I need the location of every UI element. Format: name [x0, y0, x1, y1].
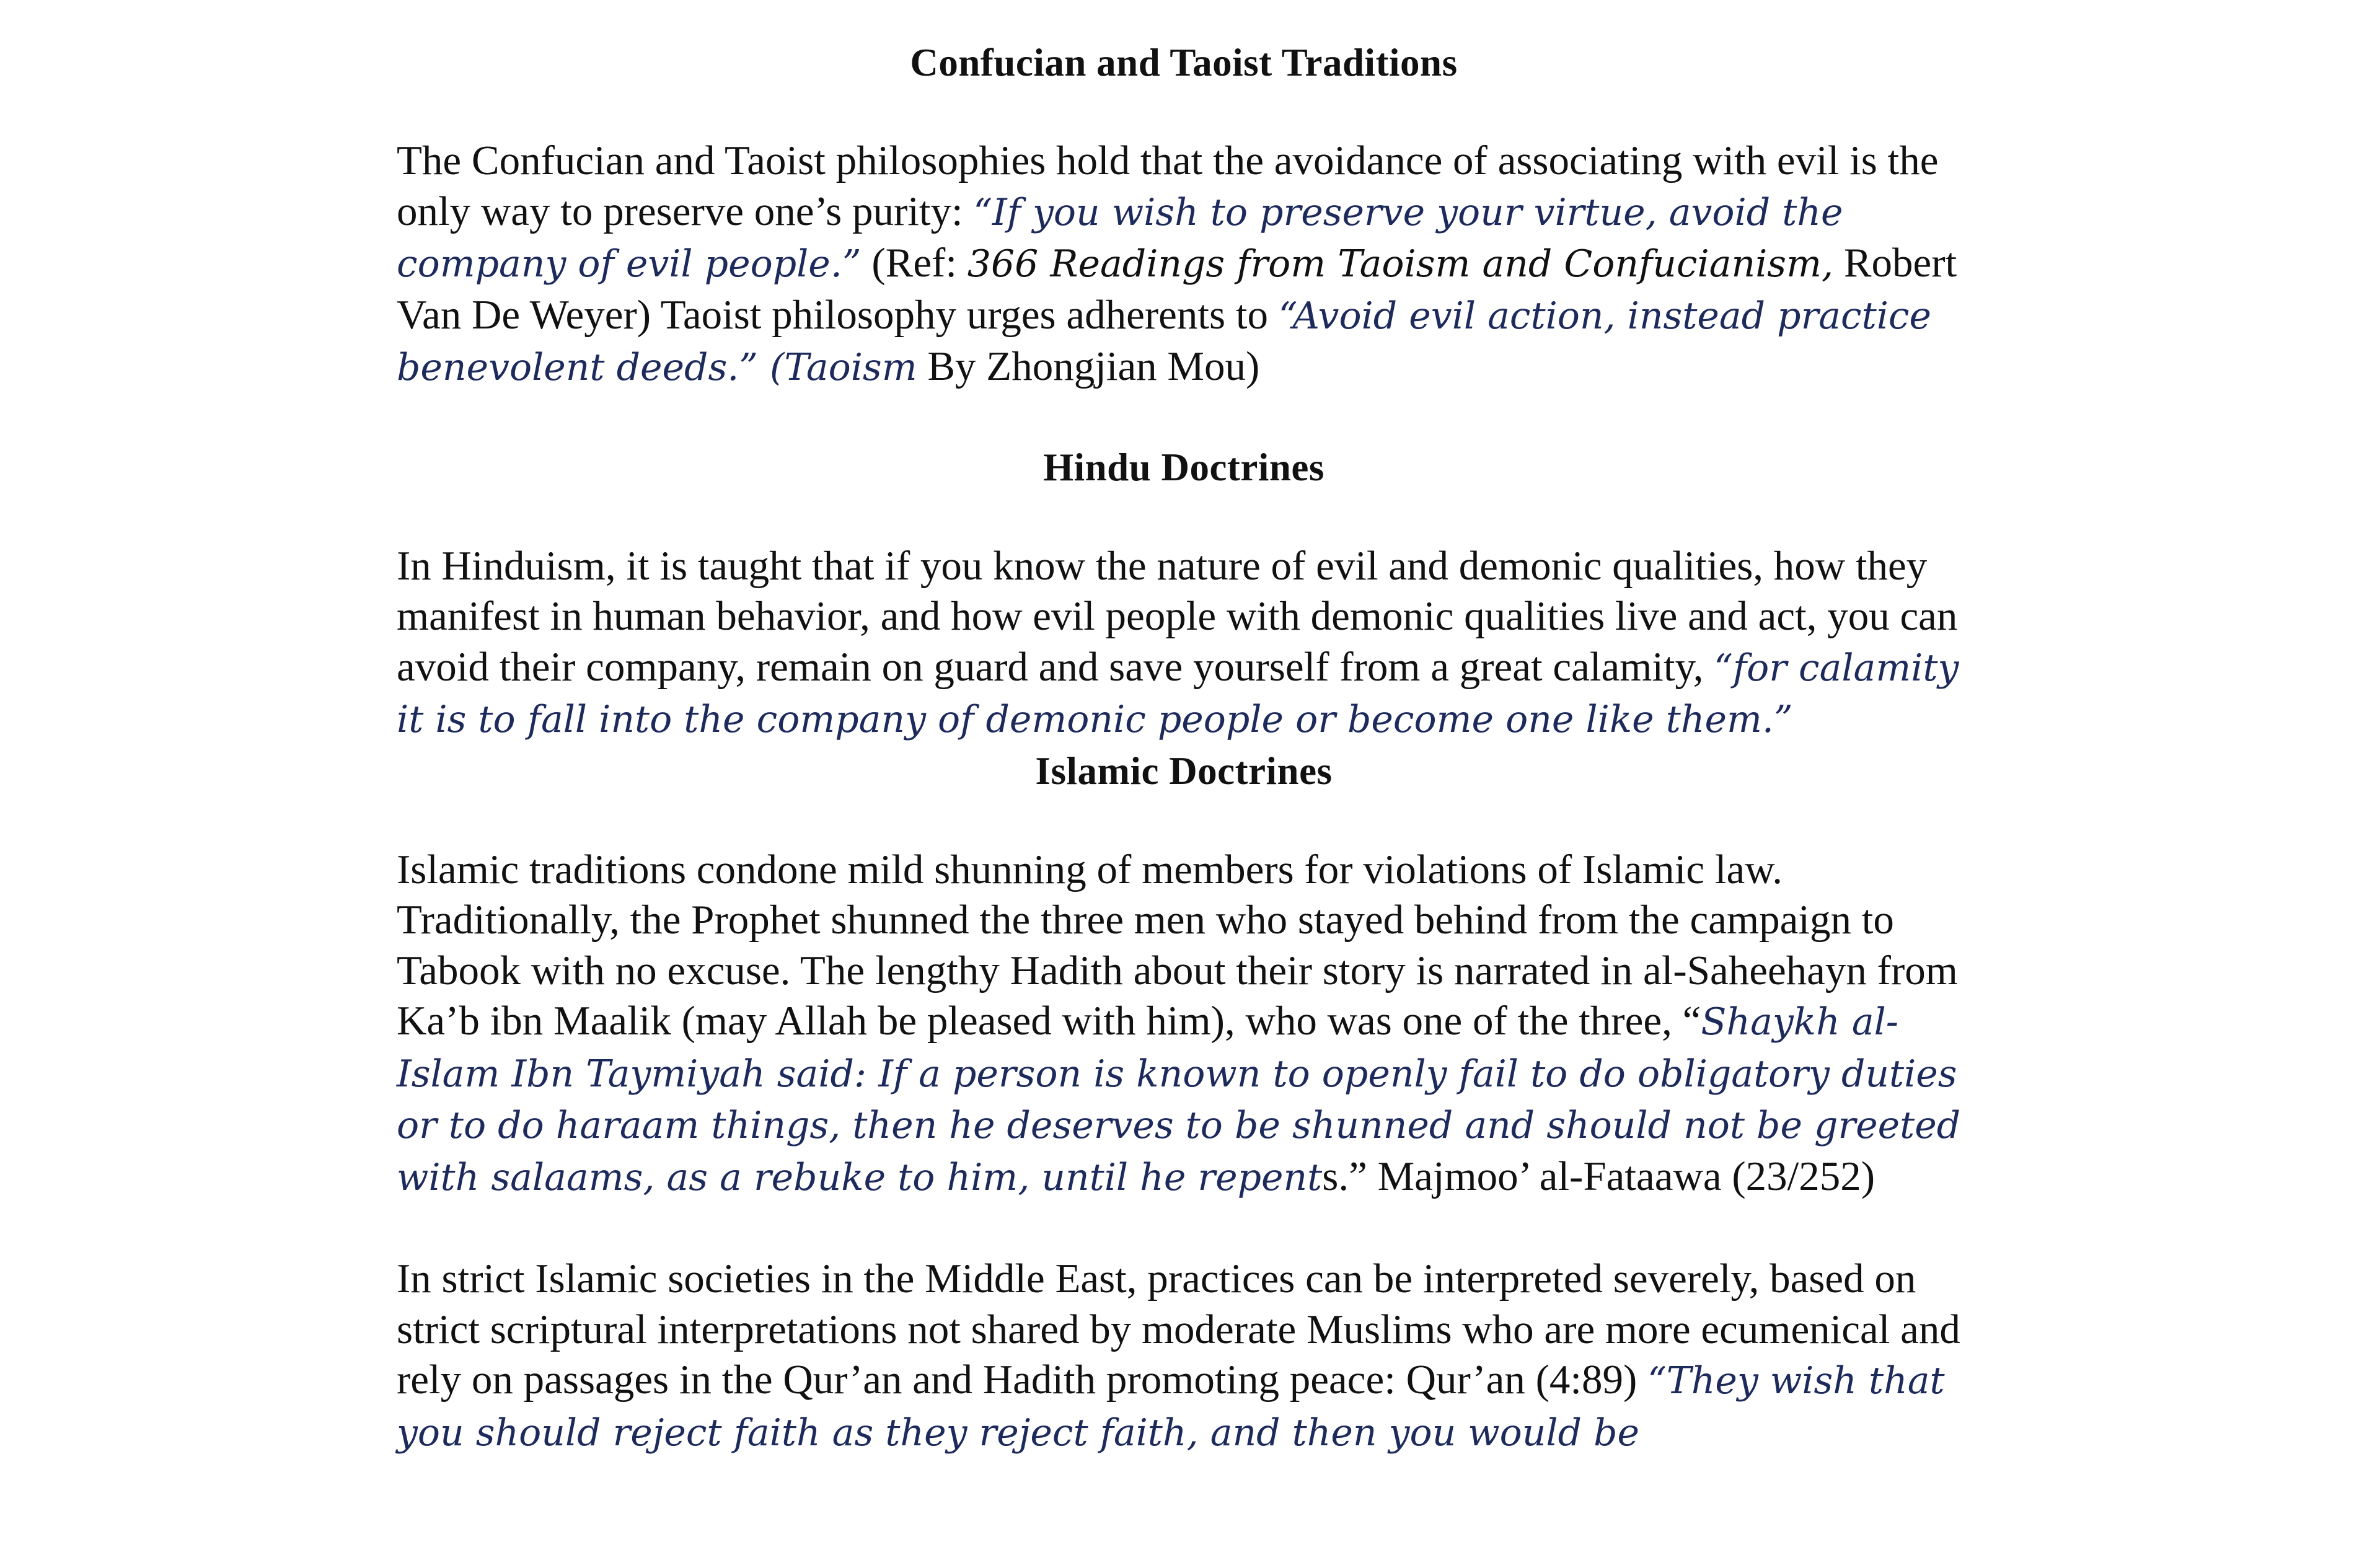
paragraph-islamic-1 [397, 845, 1971, 1204]
quote-run: “They wish that you should reject faith as they reject faith, and then you would be [397, 1359, 1945, 1455]
text-run: By Zhongjian Mou) [917, 343, 1260, 389]
paragraph-hindu [397, 541, 1971, 746]
paragraph-confucian-taoist [397, 136, 1971, 394]
text-run: s.” Majmoo’ al-Fataawa (23/252) [1322, 1153, 1875, 1199]
paragraph-islamic-2 [397, 1254, 1971, 1458]
text-run: Robert Van De Weyer) Taoist philosophy urges adherents to [397, 240, 1957, 338]
heading-islamic: Islamic Doctrines [1035, 749, 1333, 793]
heading-hindu: Hindu Doctrines [1043, 445, 1324, 489]
quote-run: “for calamity it is to fall into the company of demonic people or become one like them.” [397, 646, 1959, 741]
text-run: The Confucian and Taoist philosophies hold that the avoidance of associating with evil is the only way to preserve one’s purity: [397, 138, 1939, 234]
quote-run: Shaykh al-Islam Ibn Taymiyah said: If a person is known to openly fail to do obligatory duties or to do haraam things, then he deserves to be shunned and should not be greeted with salaams, as a rebuke to him, until he repent [397, 1000, 1961, 1199]
text-run: In strict Islamic societies in the Middle East, practices can be interpreted severely, based on strict scriptural interpretations not shared by moderate Muslims who are more ecumenical and rely on passages in the Qur’an and Hadith promoting peace: Qur’an (4:89) [397, 1256, 1960, 1403]
quote-run: “If you wish to preserve your virtue, avoid the company of evil people.” [397, 190, 1843, 286]
text-run: (Ref: [861, 240, 967, 286]
text-run: In Hinduism, it is taught that if you know the nature of evil and demonic qualities, how they manifest in human behavior, and how evil people with demonic qualities live and act, you can avoid their company, remain on guard and save yourself from a great calamity, [397, 542, 1958, 690]
document-body [397, 37, 1971, 1458]
quote-run: “Avoid evil action, instead practice benevolent deeds.” (Taoism [397, 294, 1932, 389]
heading-confucian-taoist: Confucian and Taoist Traditions [910, 41, 1458, 84]
text-run: Islamic traditions condone mild shunning of members for violations of Islamic law. Traditionally, the Prophet shunned the three men who stayed behind from the campaign to Tabook with no excuse. The lengthy Hadith about their story is narrated in al-Saheehayn from Ka’b ibn Maalik (may Allah be pleased with him), who was one of the three, “ [397, 846, 1958, 1044]
book-title: 366 Readings from Taoism and Confucianism, [967, 242, 1834, 286]
